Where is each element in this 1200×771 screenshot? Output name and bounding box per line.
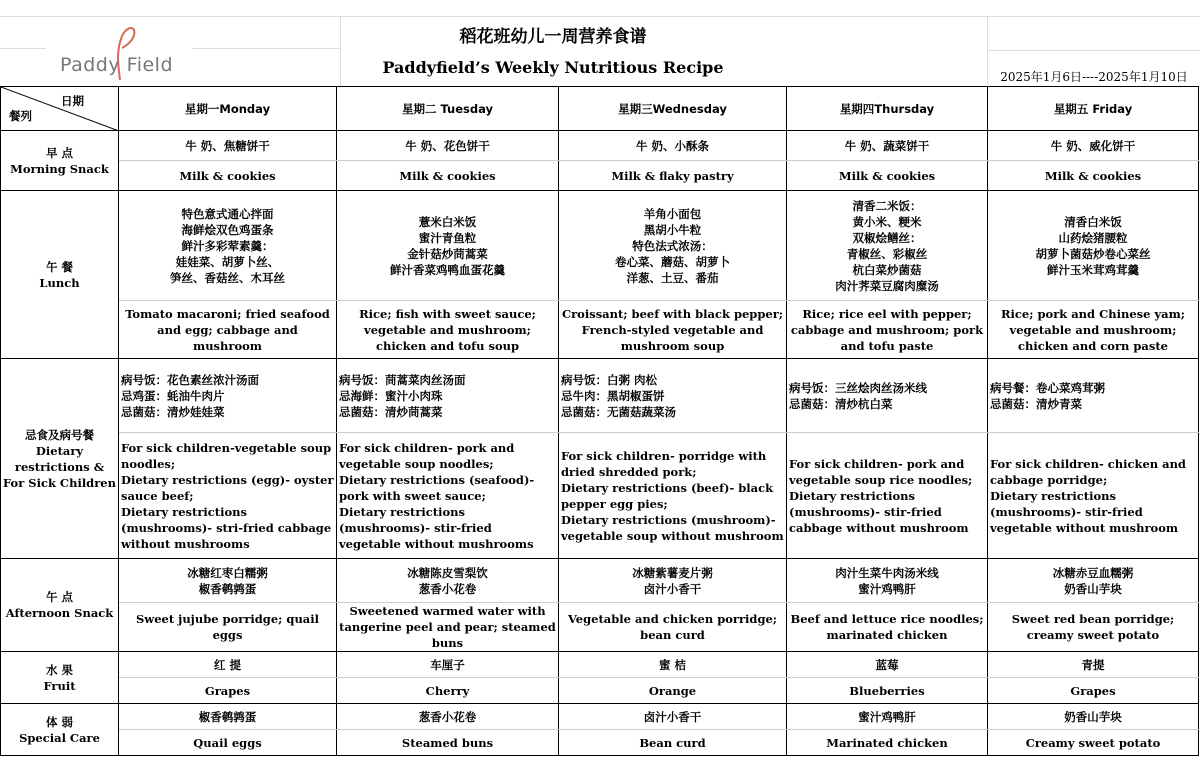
row-label-en: Morning Snack bbox=[10, 161, 109, 176]
row-label-cn: 忌食及病号餐 bbox=[25, 427, 94, 442]
menu-cell-cn: 红 提 bbox=[119, 652, 337, 678]
row-label-cn: 体 弱 bbox=[45, 714, 73, 729]
menu-cell-cn: 冰糖陈皮雪梨饮 葱香小花卷 bbox=[337, 559, 559, 603]
date-range: 2025年1月6日----2025年1月10日 bbox=[1000, 70, 1188, 84]
corner-cell bbox=[1, 87, 119, 131]
row-label-cn: 水 果 bbox=[45, 662, 73, 677]
title-chinese: 稻花班幼儿一周营养食谱 bbox=[459, 27, 647, 47]
diet-en-row bbox=[1, 433, 1199, 559]
day-header-row bbox=[1, 87, 1199, 131]
menu-cell-en: Quail eggs bbox=[119, 730, 337, 756]
diet-row bbox=[1, 359, 1199, 433]
menu-cell-en: Milk & cookies bbox=[337, 161, 559, 191]
menu-cell-en: Bean curd bbox=[559, 730, 787, 756]
day-header: 星期五 Friday bbox=[988, 87, 1199, 131]
menu-cell-cn: 病号饭：茼蒿菜肉丝汤面 忌海鲜：蜜汁小肉珠 忌菌菇：清炒茼蒿菜 bbox=[337, 359, 559, 433]
row-header-lunch bbox=[1, 191, 119, 359]
row-label-en: Fruit bbox=[43, 678, 76, 693]
row-label-en: Afternoon Snack bbox=[5, 606, 114, 620]
lunch-en-row bbox=[1, 301, 1199, 359]
menu-cell-cn: 蜜汁鸡鸭肝 bbox=[787, 704, 988, 730]
menu-cell-en: Croissant; beef with black pepper; French-styled vegetable and mushroom soup bbox=[559, 301, 787, 359]
row-header-fruit bbox=[1, 652, 119, 704]
menu-cell-cn: 青提 bbox=[988, 652, 1199, 678]
menu-cell-cn: 奶香山芋块 bbox=[988, 704, 1199, 730]
special-care-en-row bbox=[1, 730, 1199, 756]
menu-cell-en: Milk & cookies bbox=[119, 161, 337, 191]
menu-cell-en: Cherry bbox=[337, 678, 559, 704]
row-header-diet bbox=[1, 359, 119, 559]
menu-cell-cn: 特色意式通心拌面 海鲜烩双色鸡蛋条 鲜汁多彩荤素羹： 娃娃菜、胡萝卜丝、 笋丝、香菇丝、木耳丝 bbox=[119, 191, 337, 301]
menu-cell-cn: 病号饭：花色素丝浓汁汤面 忌鸡蛋：蚝油牛肉片 忌菌菇：清炒娃娃菜 bbox=[119, 359, 337, 433]
row-header-afternoon bbox=[1, 559, 119, 652]
menu-cell-en: Milk & cookies bbox=[988, 161, 1199, 191]
day-header: 星期二 Tuesday bbox=[337, 87, 559, 131]
menu-cell-cn: 牛 奶、焦糖饼干 bbox=[119, 131, 337, 161]
menu-cell-en: Rice; fish with sweet sauce; vegetable and mushroom; chicken and tofu soup bbox=[337, 301, 559, 359]
menu-cell-cn: 卤汁小香干 bbox=[559, 704, 787, 730]
menu-cell-en: Rice; pork and Chinese yam; vegetable and mushroom; chicken and corn paste bbox=[988, 301, 1199, 359]
weekly-menu-table bbox=[0, 86, 1199, 756]
menu-cell-en: Sweetened warmed water with tangerine peel and pear; steamed buns bbox=[337, 603, 559, 652]
day-header: 星期一Monday bbox=[119, 87, 337, 131]
menu-cell-cn: 牛 奶、威化饼干 bbox=[988, 131, 1199, 161]
menu-cell-cn: 病号饭：白粥 肉松 忌牛肉：黑胡椒蛋饼 忌菌菇：无菌菇蔬菜汤 bbox=[559, 359, 787, 433]
menu-cell-en: Grapes bbox=[119, 678, 337, 704]
menu-cell-en: Beef and lettuce rice noodles; marinated chicken bbox=[787, 603, 988, 652]
menu-cell-cn: 病号饭：三丝烩肉丝汤米线 忌菌菇：清炒杭白菜 bbox=[787, 359, 988, 433]
menu-cell-en: Milk & cookies bbox=[787, 161, 988, 191]
menu-cell-en: Rice; rice eel with pepper; cabbage and mushroom; pork and tofu paste bbox=[787, 301, 988, 359]
menu-cell-cn: 椒香鹌鹑蛋 bbox=[119, 704, 337, 730]
menu-cell-cn: 蓝莓 bbox=[787, 652, 988, 678]
menu-cell-en: Blueberries bbox=[787, 678, 988, 704]
logo-wordmark: Paddy Field bbox=[60, 54, 174, 76]
paddyfield-logo bbox=[56, 24, 186, 80]
document-header bbox=[0, 0, 1200, 86]
menu-cell-en: Tomato macaroni; fried seafood and egg; cabbage and mushroom bbox=[119, 301, 337, 359]
menu-cell-cn: 清香二米饭： 黄小米、粳米 双椒烩鳝丝： 青椒丝、彩椒丝 杭白菜炒菌菇 肉汁荠菜豆腐肉糜汤 bbox=[787, 191, 988, 301]
title-english: Paddyfield’s Weekly Nutritious Recipe bbox=[382, 58, 724, 77]
menu-cell-en: Sweet jujube porridge; quail eggs bbox=[119, 603, 337, 652]
row-label-en: Dietary restrictions & For Sick Children bbox=[3, 443, 116, 490]
menu-cell-en: For sick children- pork and vegetable soup noodles; Dietary restrictions (seafood)- pork with sweet sauce; Dietary restrictions (mushrooms)- stir-fried vegetable without mushrooms bbox=[337, 433, 559, 559]
menu-cell-cn: 牛 奶、花色饼干 bbox=[337, 131, 559, 161]
menu-cell-cn: 冰糖红枣白糯粥 椒香鹌鹑蛋 bbox=[119, 559, 337, 603]
morning-snack-row bbox=[1, 131, 1199, 161]
menu-cell-en: Orange bbox=[559, 678, 787, 704]
row-header-morning bbox=[1, 131, 119, 191]
day-header: 星期三Wednesday bbox=[559, 87, 787, 131]
menu-cell-cn: 车厘子 bbox=[337, 652, 559, 678]
menu-cell-cn: 牛 奶、小酥条 bbox=[559, 131, 787, 161]
morning-snack-en-row bbox=[1, 161, 1199, 191]
special-care-row bbox=[1, 704, 1199, 730]
menu-cell-cn: 病号餐：卷心菜鸡茸粥 忌菌菇：清炒青菜 bbox=[988, 359, 1199, 433]
menu-cell-en: Steamed buns bbox=[337, 730, 559, 756]
row-label-en: Lunch bbox=[39, 275, 80, 290]
day-header: 星期四Thursday bbox=[787, 87, 988, 131]
menu-cell-cn: 蜜 桔 bbox=[559, 652, 787, 678]
menu-cell-en: Sweet red bean porridge; creamy sweet potato bbox=[988, 603, 1199, 652]
menu-cell-en: For sick children- chicken and cabbage porridge; Dietary restrictions (mushrooms)- stir-fried vegetable without mushroom bbox=[988, 433, 1199, 559]
fruit-en-row bbox=[1, 678, 1199, 704]
menu-cell-cn: 葱香小花卷 bbox=[337, 704, 559, 730]
menu-cell-en: For sick children-vegetable soup noodles; Dietary restrictions (egg)- oyster sauce beef; Dietary restrictions (mushrooms)- stri-fried cabbage without mushrooms bbox=[119, 433, 337, 559]
menu-cell-en: For sick children- pork and vegetable soup rice noodles; Dietary restrictions (mushrooms)- stir-fried cabbage without mushroom bbox=[787, 433, 988, 559]
menu-cell-cn: 羊角小面包 黑胡小牛粒 特色法式浓汤： 卷心菜、蘑菇、胡萝卜 洋葱、土豆、番茄 bbox=[559, 191, 787, 301]
menu-cell-cn: 冰糖紫薯麦片粥 卤汁小香干 bbox=[559, 559, 787, 603]
row-header-special bbox=[1, 704, 119, 756]
row-label-cn: 早 点 bbox=[45, 145, 73, 160]
menu-cell-en: Grapes bbox=[988, 678, 1199, 704]
menu-cell-cn: 清香白米饭 山药烩猪腰粒 胡萝卜菌菇炒卷心菜丝 鲜汁玉米茸鸡茸羹 bbox=[988, 191, 1199, 301]
menu-cell-cn: 肉汁生菜牛肉汤米线 蜜汁鸡鸭肝 bbox=[787, 559, 988, 603]
meal-label: 餐列 bbox=[9, 109, 32, 123]
row-label-cn: 午 点 bbox=[45, 590, 73, 604]
row-label-cn: 午 餐 bbox=[45, 259, 73, 274]
menu-cell-cn: 牛 奶、蔬菜饼干 bbox=[787, 131, 988, 161]
menu-cell-cn: 冰糖赤豆血糯粥 奶香山芋块 bbox=[988, 559, 1199, 603]
date-label: 日期 bbox=[61, 94, 84, 108]
afternoon-snack-row bbox=[1, 559, 1199, 603]
row-label-en: Special Care bbox=[19, 730, 100, 745]
afternoon-snack-en-row bbox=[1, 603, 1199, 652]
lunch-row bbox=[1, 191, 1199, 301]
menu-cell-en: Marinated chicken bbox=[787, 730, 988, 756]
menu-cell-en: For sick children- porridge with dried shredded pork; Dietary restrictions (beef)- black pepper egg pies; Dietary restrictions (mushroom)- vegetable soup without mushroom bbox=[559, 433, 787, 559]
menu-cell-en: Vegetable and chicken porridge; bean curd bbox=[559, 603, 787, 652]
menu-cell-en: Milk & flaky pastry bbox=[559, 161, 787, 191]
fruit-row bbox=[1, 652, 1199, 678]
menu-cell-cn: 薏米白米饭 蜜汁青鱼粒 金针菇炒茼蒿菜 鲜汁香菜鸡鸭血蛋花羹 bbox=[337, 191, 559, 301]
menu-cell-en: Creamy sweet potato bbox=[988, 730, 1199, 756]
